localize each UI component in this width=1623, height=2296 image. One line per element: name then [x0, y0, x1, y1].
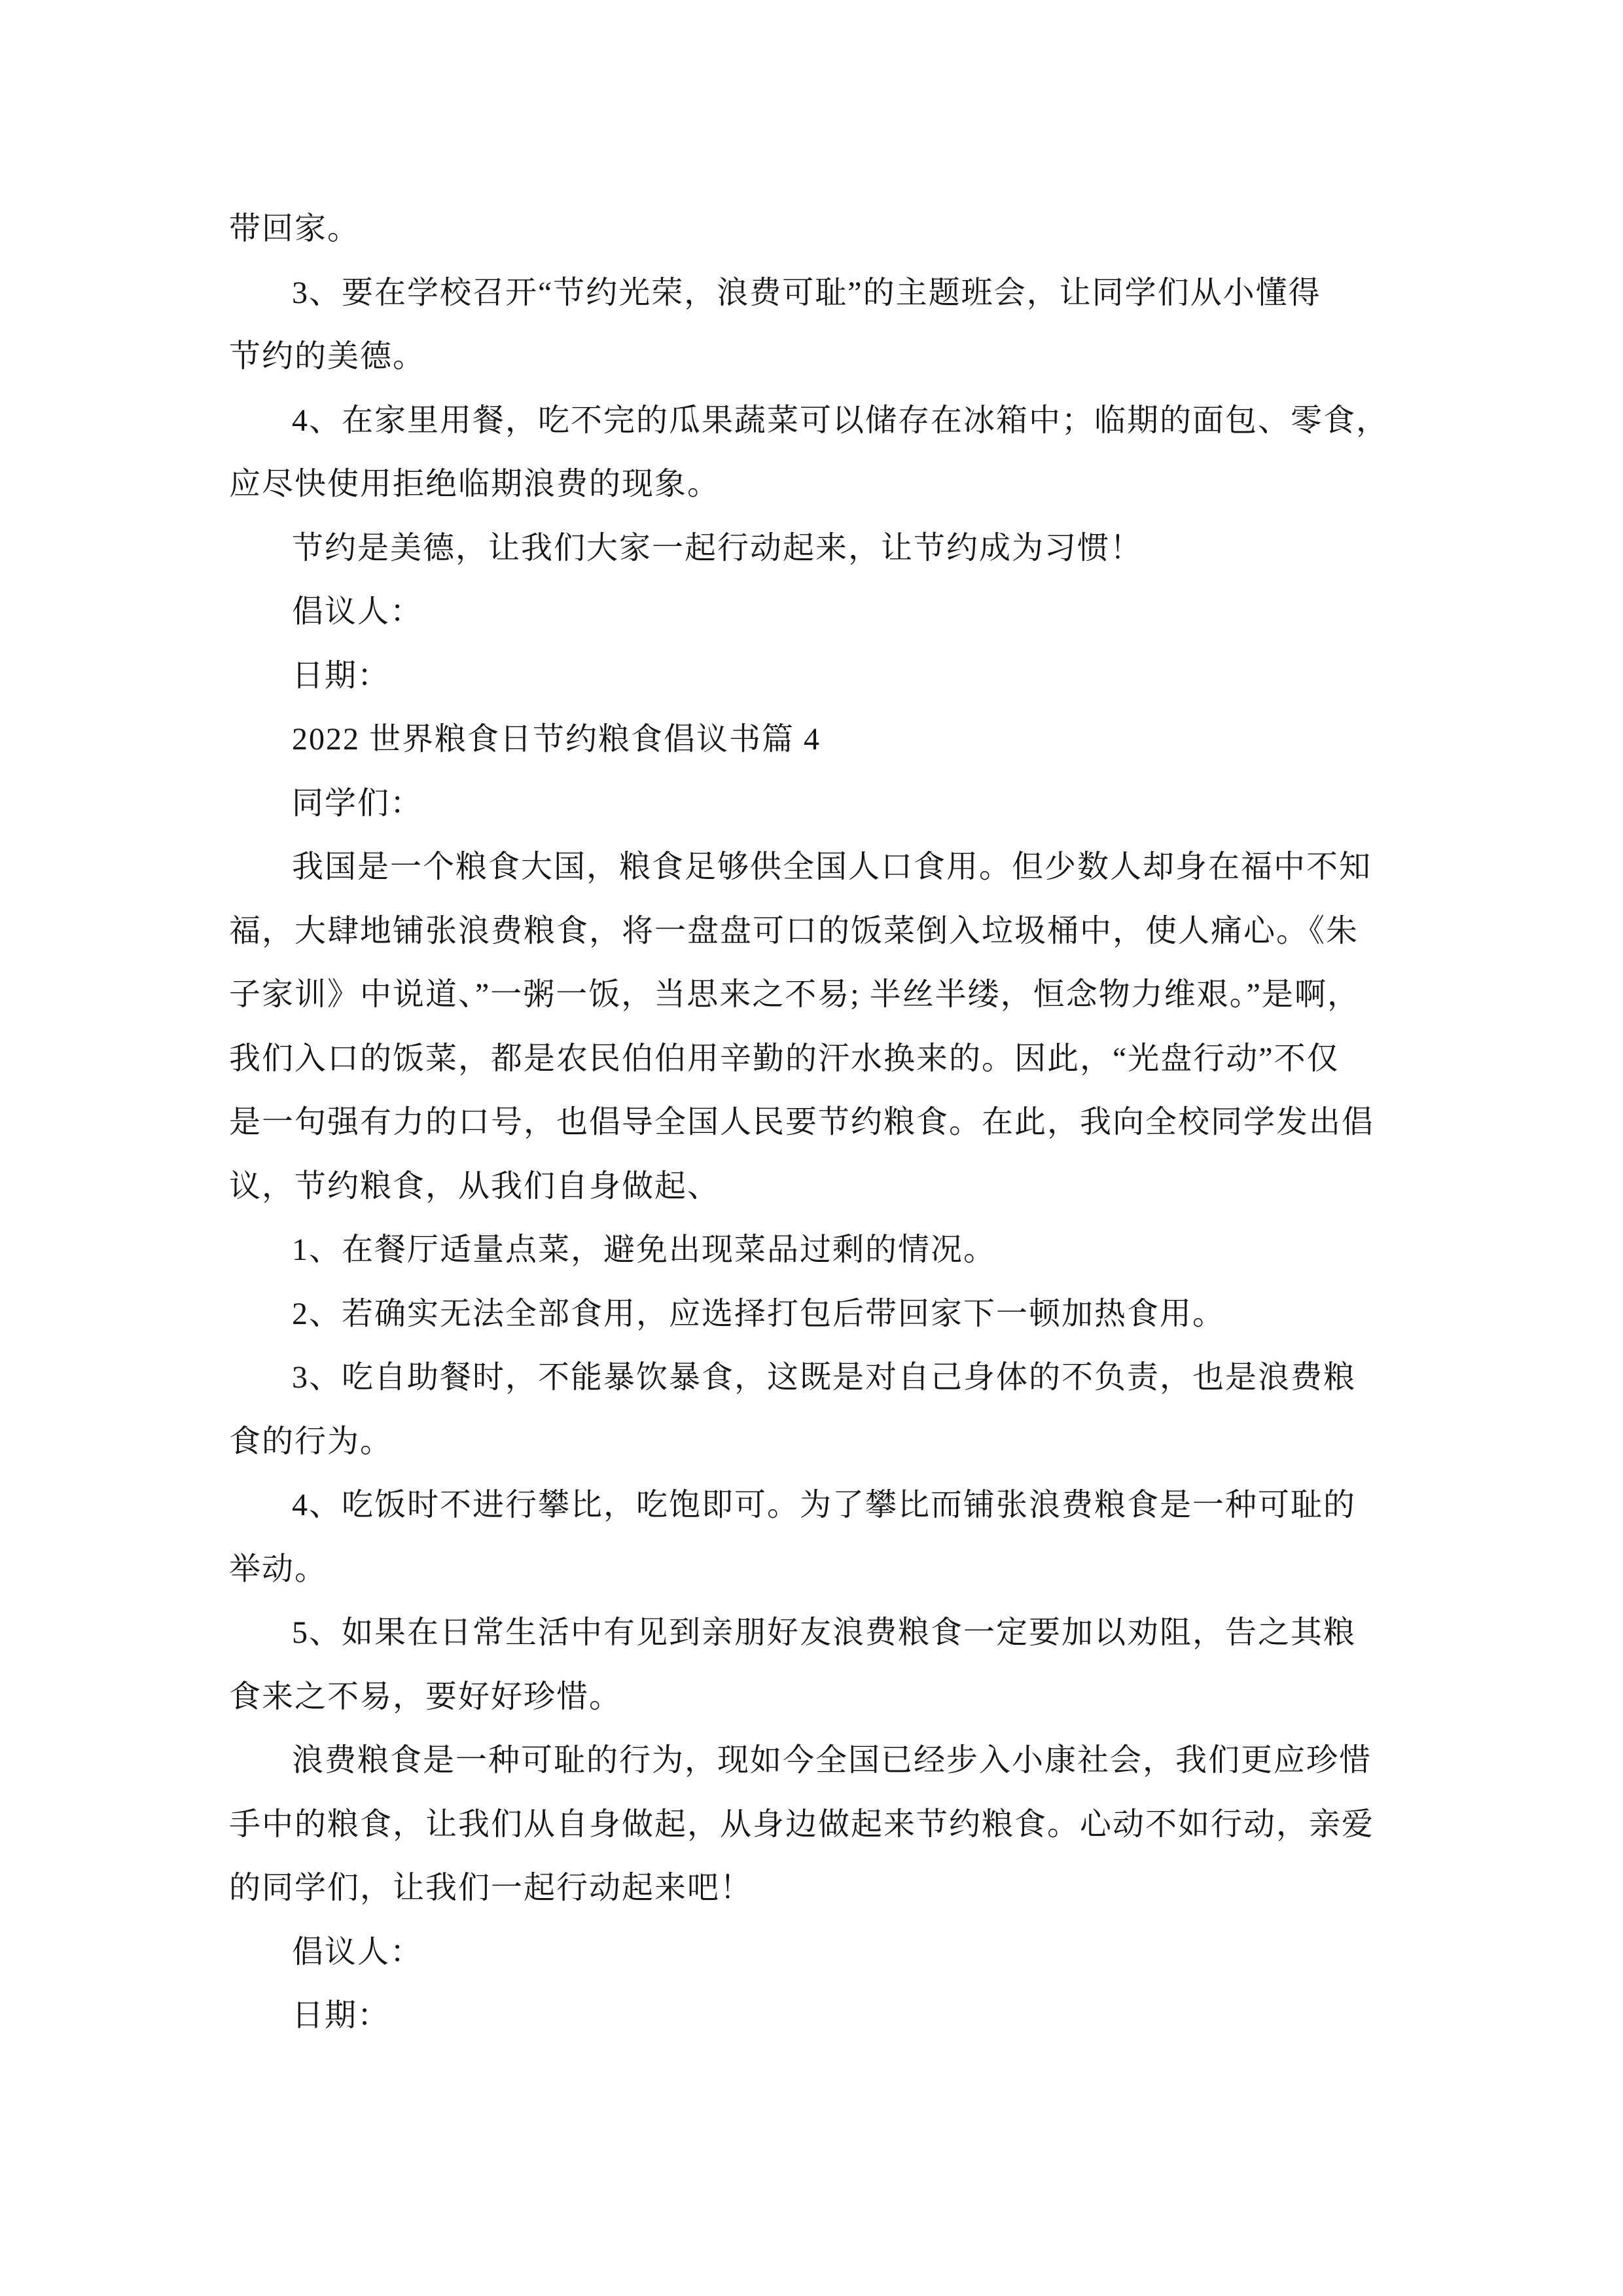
text-line: 议，节约粮食，从我们自身做起、: [229, 1168, 721, 1204]
text-line: 节约是美德，让我们大家一起行动起来，让节约成为习惯！: [292, 530, 1143, 565]
text-line: 福，大肆地铺张浪费粮食，将一盘盘可口的饭菜倒入垃圾桶中，使人痛心。《朱: [229, 913, 1359, 948]
document-text-block: [229, 197, 1407, 2048]
list-item: 2、若确实无法全部食用，应选择打包后带回家下一顿加热食用。: [292, 1296, 1226, 1331]
text-line: 应尽快使用拒绝临期浪费的现象。: [229, 467, 721, 501]
date-line: 日期：: [292, 658, 391, 693]
signature-line: 倡议人：: [292, 594, 423, 629]
date-line: 日期：: [292, 1998, 391, 2033]
salutation-line: 同学们：: [292, 785, 423, 821]
text-line: 举动。: [229, 1551, 328, 1587]
text-line: 我国是一个粮食大国，粮食足够供全国人口食用。但少数人却身在福中不知: [292, 850, 1372, 884]
text-line: 是一句强有力的口号，也倡导全国人民要节约粮食。在此，我向全校同学发出倡: [229, 1105, 1375, 1139]
list-item: 5、如果在日常生活中有见到亲朋好友浪费粮食一定要加以劝阻，告之其粮: [292, 1615, 1357, 1650]
text-line: 手中的粮食，让我们从自身做起，从身边做起来节约粮食。心动不如行动，亲爱: [229, 1806, 1375, 1842]
text-line: 4、在家里用餐，吃不完的瓜果蔬菜可以储存在冰箱中；临期的面包、零食，: [292, 403, 1389, 438]
text-line: 的同学们，让我们一起行动起来吧！: [229, 1871, 753, 1905]
list-item: 1、在餐厅适量点菜，避免出现菜品过剩的情况。: [292, 1232, 997, 1267]
list-item: 4、吃饭时不进行攀比，吃饱即可。为了攀比而铺张浪费粮食是一种可耻的: [292, 1488, 1357, 1522]
text-line: 3、要在学校召开“节约光荣，浪费可耻”的主题班会，让同学们从小懂得: [292, 275, 1321, 310]
text-line: 子家训》中说道、”一粥一饭，当思来之不易; 半丝半缕，恒念物力维艰。”是啊，: [229, 977, 1360, 1012]
text-line: 浪费粮食是一种可耻的行为，现如今全国已经步入小康社会，我们更应珍惜: [292, 1743, 1372, 1778]
text-line: 我们入口的饭菜，都是农民伯伯用辛勤的汗水换来的。因此，“光盘行动”不仅: [229, 1041, 1340, 1076]
text-line: 食的行为。: [229, 1424, 393, 1459]
text-line: 带回家。: [229, 211, 361, 246]
signature-line: 倡议人：: [292, 1934, 423, 1969]
list-item: 3、吃自助餐时，不能暴饮暴食，这既是对自己身体的不负责，也是浪费粮: [292, 1360, 1357, 1395]
section-heading: 2022 世界粮食日节约粮食倡议书篇 4: [292, 722, 821, 757]
text-line: 节约的美德。: [229, 339, 426, 374]
text-line: 食来之不易，要好好珍惜。: [229, 1679, 622, 1714]
